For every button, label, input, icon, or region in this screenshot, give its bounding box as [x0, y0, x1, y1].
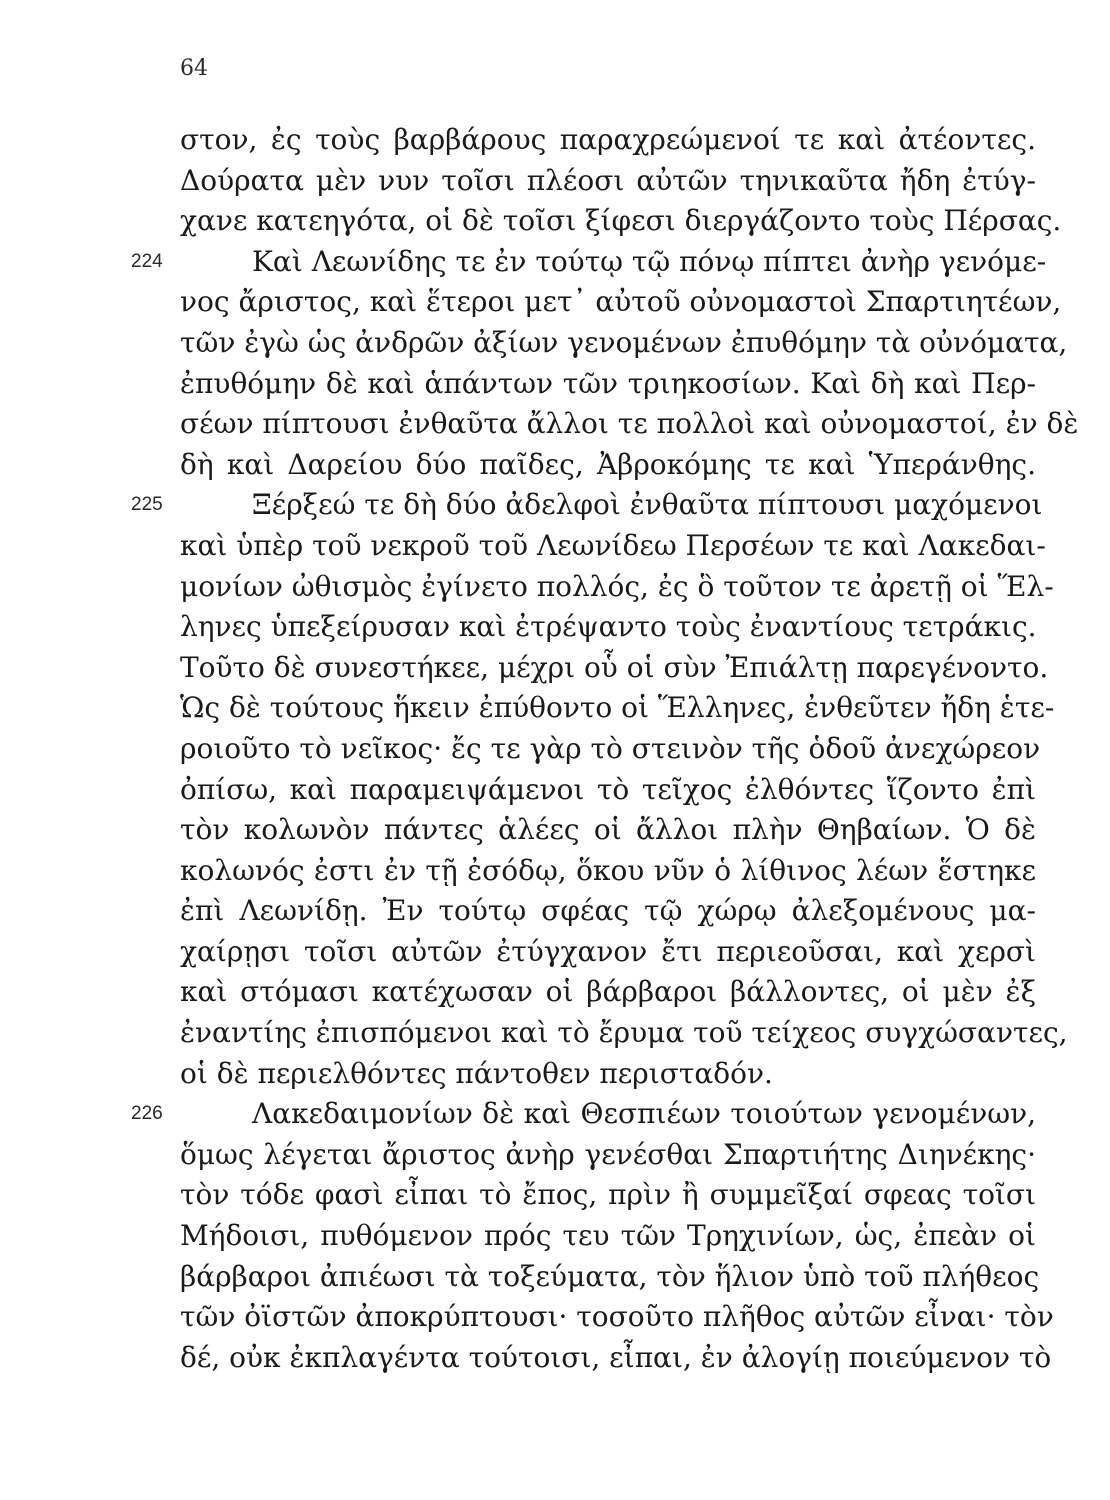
- text-line-13: ληνες ὑπεξείρυσαν καὶ ἐτρέψαντο τοὺς ἐναντίους τετράκις.: [180, 610, 1037, 644]
- text-line-22: καὶ στόμασι κατέχωσαν οἱ βάρβαροι βάλλοντες, οἱ μὲν ἐξ: [180, 975, 1036, 1009]
- text-line-18: τὸν κολωνὸν πάντες ἁλέες οἱ ἄλλοι πλὴν Θηβαίων. Ὁ δὲ: [180, 813, 1036, 847]
- text-line-20: ἐπὶ Λεωνίδῃ. Ἐν τούτῳ σφέας τῷ χώρῳ ἀλεξομένους μα-: [180, 894, 1036, 928]
- text-line-21: χαίρῃσι τοῖσι αὐτῶν ἐτύγχανον ἔτι περιεοῦσαι, καὶ χερσὶ: [180, 934, 1036, 968]
- section-number-225: 225: [131, 494, 163, 516]
- text-line-24: οἱ δὲ περιελθόντες πάντοθεν περισταδόν.: [180, 1056, 773, 1090]
- text-line-9: δὴ καὶ Δαρείου δύο παῖδες, Ἀβροκόμης τε καὶ Ὑπεράνθης.: [180, 447, 1036, 481]
- text-line-15: Ὡς δὲ τούτους ἥκειν ἐπύθοντο οἱ Ἕλληνες, ἐνθεῦτεν ἤδη ἑτε-: [180, 691, 1055, 725]
- section-number-224: 224: [131, 250, 163, 272]
- text-line-26: ὅμως λέγεται ἄριστος ἀνὴρ γενέσθαι Σπαρτιήτης Διηνέκης·: [180, 1137, 1036, 1171]
- section-number-226: 226: [131, 1103, 163, 1125]
- text-line-5: νος ἄριστος, καὶ ἕτεροι μετ᾽ αὐτοῦ οὐνομαστοὶ Σπαρτιητέων,: [180, 285, 1062, 319]
- text-line-23: ἐναντίης ἐπισπόμενοι καὶ τὸ ἔρυμα τοῦ τείχεος συγχώσαντες,: [180, 1016, 1068, 1050]
- section-226-start: [131, 1094, 1036, 1135]
- text-line-4: Καὶ Λεωνίδης τε ἐν τούτῳ τῷ πόνῳ πίπτει ἀνὴρ γενόμε-: [252, 244, 1047, 278]
- text-line-1: στον, ἐς τοὺς βαρβάρους παραχρεώμενοί τε καὶ ἀτέοντες.: [180, 123, 1036, 156]
- greek-text-block: [131, 120, 1079, 1378]
- section-225-start: [131, 485, 1043, 526]
- text-line-14: Τοῦτο δὲ συνεστήκεε, μέχρι οὗ οἱ σὺν Ἐπιάλτῃ παρεγένοντο.: [180, 650, 1049, 684]
- text-line-19: κολωνός ἐστι ἐν τῇ ἐσόδῳ, ὅκου νῦν ὁ λίθινος λέων ἕστηκε: [180, 853, 1036, 887]
- text-line-31: δέ, οὐκ ἐκπλαγέντα τούτοισι, εἶπαι, ἐν ἀλογίῃ ποιεύμενον τὸ: [180, 1340, 1052, 1374]
- text-line-12: μονίων ὠθισμὸς ἐγίνετο πολλός, ἐς ὃ τοῦτον τε ἀρετῇ οἱ Ἕλ-: [180, 569, 1054, 603]
- text-line-17: ὀπίσω, καὶ παραμειψάμενοι τὸ τεῖχος ἐλθόντες ἵζοντο ἐπὶ: [180, 772, 1036, 806]
- page-number: 64: [180, 56, 208, 81]
- text-line-25: Λακεδαιμονίων δὲ καὶ Θεσπιέων τοιούτων γενομένων,: [252, 1097, 1036, 1131]
- text-line-11: καὶ ὑπὲρ τοῦ νεκροῦ τοῦ Λεωνίδεω Περσέων τε καὶ Λακεδαι-: [180, 528, 1046, 562]
- text-line-29: βάρβαροι ἀπιέωσι τὰ τοξεύματα, τὸν ἥλιον ὑπὸ τοῦ πλήθεος: [180, 1259, 1040, 1293]
- text-line-28: Μήδοισι, πυθόμενον πρός τευ τῶν Τρηχινίων, ὡς, ἐπεὰν οἱ: [180, 1219, 1036, 1253]
- text-line-2: Δούρατα μὲν νυν τοῖσι πλέοσι αὐτῶν τηνικαῦτα ἤδη ἐτύγ-: [180, 163, 1036, 197]
- text-line-7: ἐπυθόμην δὲ καὶ ἁπάντων τῶν τριηκοσίων. Καὶ δὴ καὶ Περ-: [180, 366, 1036, 400]
- text-line-10: Ξέρξεώ τε δὴ δύο ἀδελφοὶ ἐνθαῦτα πίπτουσι μαχόμενοι: [252, 488, 1043, 522]
- section-224-start: [131, 242, 1047, 283]
- text-line-3: χανε κατεηγότα, οἱ δὲ τοῖσι ξίφεσι διεργάζοντο τοὺς Πέρσας.: [180, 204, 1062, 238]
- text-line-16: ροιοῦτο τὸ νεῖκος· ἔς τε γὰρ τὸ στεινὸν τῆς ὁδοῦ ἀνεχώρεον: [180, 731, 1041, 765]
- text-line-6: τῶν ἐγὼ ὡς ἀνδρῶν ἀξίων γενομένων ἐπυθόμην τὰ οὐνόματα,: [180, 325, 1068, 359]
- text-line-30: τῶν ὀϊστῶν ἀποκρύπτουσι· τοσοῦτο πλῆθος αὐτῶν εἶναι· τὸν: [180, 1300, 1054, 1334]
- text-line-8: σέων πίπτουσι ἐνθαῦτα ἄλλοι τε πολλοὶ καὶ οὐνομαστοί, ἐν δὲ: [180, 407, 1079, 441]
- text-line-27: τὸν τόδε φασὶ εἶπαι τὸ ἔπος, πρὶν ἢ συμμεῖξαί σφεας τοῖσι: [180, 1178, 1036, 1212]
